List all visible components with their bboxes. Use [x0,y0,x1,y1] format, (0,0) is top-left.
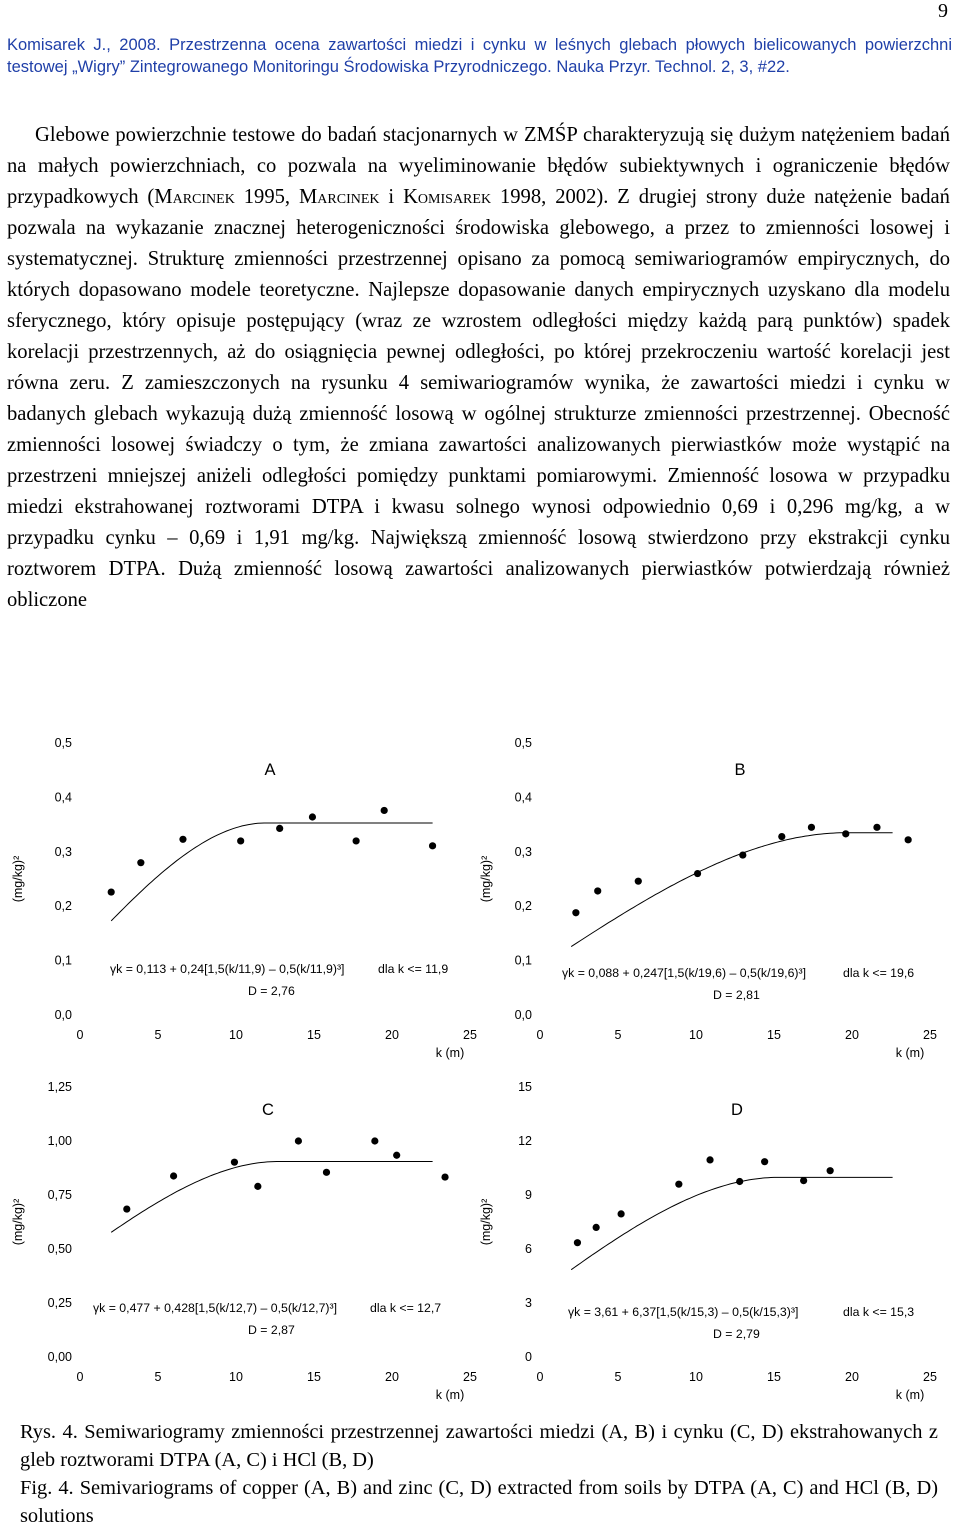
y-tick-label: 0,1 [514,953,532,968]
x-tick-label: 0 [536,1028,544,1042]
figure-caption [20,1418,938,1530]
model-condition: dla k <= 11,9 [378,962,449,976]
data-point [842,830,849,837]
panel-label: A [264,761,276,779]
data-point [574,1239,581,1246]
figure-svg [0,725,960,1415]
x-tick-label: 10 [689,1028,703,1042]
chart-panel-c [11,1080,477,1402]
x-tick-label: 20 [385,1370,399,1384]
data-point [694,870,701,877]
y-tick-label: 0,2 [54,899,72,914]
data-point [808,824,815,831]
data-point [179,836,186,843]
data-point [393,1152,400,1159]
x-tick-label: 10 [229,1028,243,1042]
panel-label: B [734,761,746,779]
reference-author: Marcinek [154,186,235,208]
data-point [123,1205,130,1212]
model-curve [571,1177,892,1269]
y-tick-label: 0,4 [54,790,72,805]
y-tick-label: 0,0 [514,1008,532,1022]
x-tick-label: 25 [923,1370,937,1384]
model-curve [111,1162,432,1233]
data-point [137,859,144,866]
chart-panel-d [479,1080,937,1402]
data-point [873,824,880,831]
x-tick-label: 10 [229,1370,243,1384]
x-axis-label: k (m) [435,1046,465,1060]
y-axis-label: (mg/kg)² [479,855,493,903]
y-tick-label: 0,3 [54,844,72,859]
data-point [429,842,436,849]
x-tick-label: 5 [154,1370,162,1384]
data-point [761,1158,768,1165]
model-condition: dla k <= 19,6 [843,966,915,980]
x-tick-label: 10 [689,1370,703,1384]
page-number: 9 [938,0,948,22]
model-condition: dla k <= 15,3 [843,1305,915,1319]
y-tick-label: 9 [525,1188,532,1202]
x-tick-label: 15 [767,1028,781,1042]
data-point [381,807,388,814]
data-point [441,1173,448,1180]
y-tick-label: 15 [518,1080,532,1094]
y-tick-label: 0,0 [54,1008,72,1022]
data-point [800,1177,807,1184]
x-tick-label: 25 [923,1028,937,1042]
paragraph-text: 1995, [234,186,299,208]
fractal-dimension: D = 2,79 [713,1327,760,1341]
data-point [778,833,785,840]
x-tick-label: 5 [614,1370,622,1384]
paragraph-text: i [379,186,404,208]
y-tick-label: 0,3 [514,844,532,859]
paragraph-text: Glebowe powierzchnie testowe do badań stacjonarnych w ZMŚP charakteryzują się dużym natężeniem badań na małych powierzchniach, co pozwala na wyeliminowanie błędów subiektywnych i ograniczenie błędów przypadkowych ( [7,124,950,208]
model-equation: γk = 3,61 + 6,37[1,5(k/15,3) – 0,5(k/15,3)³] [568,1305,799,1319]
data-point [675,1181,682,1188]
data-point [237,837,244,844]
paragraph [7,120,950,616]
fractal-dimension: D = 2,76 [248,984,295,998]
data-point [231,1159,238,1166]
model-equation: γk = 0,113 + 0,24[1,5(k/11,9) – 0,5(k/11,9)³] [110,962,345,976]
y-tick-label: 0,00 [47,1350,72,1364]
panel-label: D [731,1101,743,1119]
x-tick-label: 15 [307,1370,321,1384]
x-tick-label: 25 [463,1370,477,1384]
x-tick-label: 0 [536,1370,544,1384]
y-tick-label: 0,5 [54,736,72,750]
y-tick-label: 0,2 [514,899,532,914]
y-tick-label: 1,25 [47,1080,72,1094]
x-axis-label: k (m) [895,1046,925,1060]
x-tick-label: 15 [767,1370,781,1384]
figure-semivariograms [0,725,960,1415]
paragraph-text: 1998, 2002). Z drugiej strony duże natężenie badań pozwala na wykazanie znacznej heterogeniczności środowiska glebowego, a przez to zmienności losowej i systematycznej. Strukturę zmienności przestrzennej opisano za pomocą semiwariogramów empirycznych, do których dopasowano modele teoretyczne. Najlepsze dopasowanie danych empirycznych uzyskano dla modelu sferycznego, który opisuje postępujący (wraz ze wzrostem odległości między każdą parą punktów) spadek korelacji przestrzennych, aż do osiągnięcia pewnej odległości, po której przekroczeniu wartość korelacji jest równa zeru. Z zamieszczonych na rysunku 4 semiwariogramów wynika, że zawartości miedzi i cynku w badanych glebach wykazują dużą zmienność losową w ogólnej strukturze zmienności przestrzennej. Obecność zmienności losowej świadczy o tym, że zmiana zawartości analizowanych pierwiastków może wystąpić na przestrzeni mniejszej aniżeli odległości pomiędzy punktami pomiarowymi. Zmienność losowa w przypadku miedzi ekstrahowanej roztworami DTPA i kwasu solnego wynosi odpowiednio 0,69 i 0,296 mg/kg, a w przypadku cynku – 0,69 i 1,91 mg/kg. Największą zmienność losową stwierdzono przy ekstrakcji cynku roztworem DTPA. Dużą zmienność losową zawartości analizowanych pierwiastków potwierdzają również obliczone [7,186,950,611]
data-point [594,887,601,894]
model-curve [571,833,892,947]
y-axis-label: (mg/kg)² [11,1198,25,1246]
caption-polish: Rys. 4. Semiwariogramy zmienności przestrzennej zawartości miedzi (A, B) i cynku (C, D) ekstrahowanych z gleb roztworami DTPA (A, C) i HCl (B, D) [20,1421,938,1471]
x-tick-label: 20 [385,1028,399,1042]
model-equation: γk = 0,088 + 0,247[1,5(k/19,6) – 0,5(k/19,6)³] [562,966,807,980]
data-point [254,1183,261,1190]
data-point [309,813,316,820]
y-tick-label: 3 [525,1296,532,1310]
x-tick-label: 5 [154,1028,162,1042]
data-point [295,1137,302,1144]
y-tick-label: 0 [525,1350,532,1364]
fractal-dimension: D = 2,87 [248,1323,295,1337]
x-axis-label: k (m) [895,1388,925,1402]
caption-english: Fig. 4. Semivariograms of copper (A, B) and zinc (C, D) extracted from soils by DTPA (A, C) and HCl (B, D) solutions [20,1477,938,1527]
x-tick-label: 15 [307,1028,321,1042]
citation-text: Przestrzenna ocena zawartości miedzi i cynku w leśnych glebach płowych bielicowanych powierzchni testowej „Wigry” Zintegrowanego Monitoringu Środowiska Przyrodniczego. Nauka Przyr. Technol. 2, 3, #22. [7,36,952,76]
y-tick-label: 0,75 [47,1188,72,1202]
x-tick-label: 5 [614,1028,622,1042]
y-tick-label: 0,4 [514,790,532,805]
y-tick-label: 6 [525,1242,532,1256]
data-point [739,851,746,858]
x-axis-label: k (m) [435,1388,465,1402]
citation-authors: Komisarek J., 2008. [7,36,161,54]
reference-author: Komisarek [403,186,492,208]
y-tick-label: 1,00 [47,1134,72,1148]
y-tick-label: 0,50 [47,1242,72,1256]
y-tick-label: 0,25 [47,1296,72,1310]
data-point [371,1137,378,1144]
data-point [635,878,642,885]
data-point [108,888,115,895]
fractal-dimension: D = 2,81 [713,988,760,1002]
x-tick-label: 0 [76,1370,84,1384]
data-point [593,1224,600,1231]
y-axis-label: (mg/kg)² [479,1198,493,1246]
citation-header [7,34,952,78]
data-point [323,1169,330,1176]
model-condition: dla k <= 12,7 [370,1301,442,1315]
y-axis-label: (mg/kg)² [11,855,25,903]
data-point [618,1210,625,1217]
chart-panel-a [11,736,477,1060]
data-point [736,1178,743,1185]
panel-label: C [262,1101,274,1119]
data-point [353,837,360,844]
data-point [905,836,912,843]
x-tick-label: 25 [463,1028,477,1042]
y-tick-label: 0,5 [514,736,532,750]
y-tick-label: 0,1 [54,953,72,968]
y-tick-label: 12 [518,1134,532,1148]
data-point [170,1172,177,1179]
data-point [827,1167,834,1174]
x-tick-label: 20 [845,1370,859,1384]
chart-panel-b [479,736,937,1060]
data-point [276,825,283,832]
data-point [706,1156,713,1163]
model-equation: γk = 0,477 + 0,428[1,5(k/12,7) – 0,5(k/12,7)³] [93,1301,338,1315]
reference-author: Marcinek [298,186,380,208]
body-text [7,120,950,616]
model-curve [111,823,432,921]
x-tick-label: 20 [845,1028,859,1042]
x-tick-label: 0 [76,1028,84,1042]
data-point [572,909,579,916]
